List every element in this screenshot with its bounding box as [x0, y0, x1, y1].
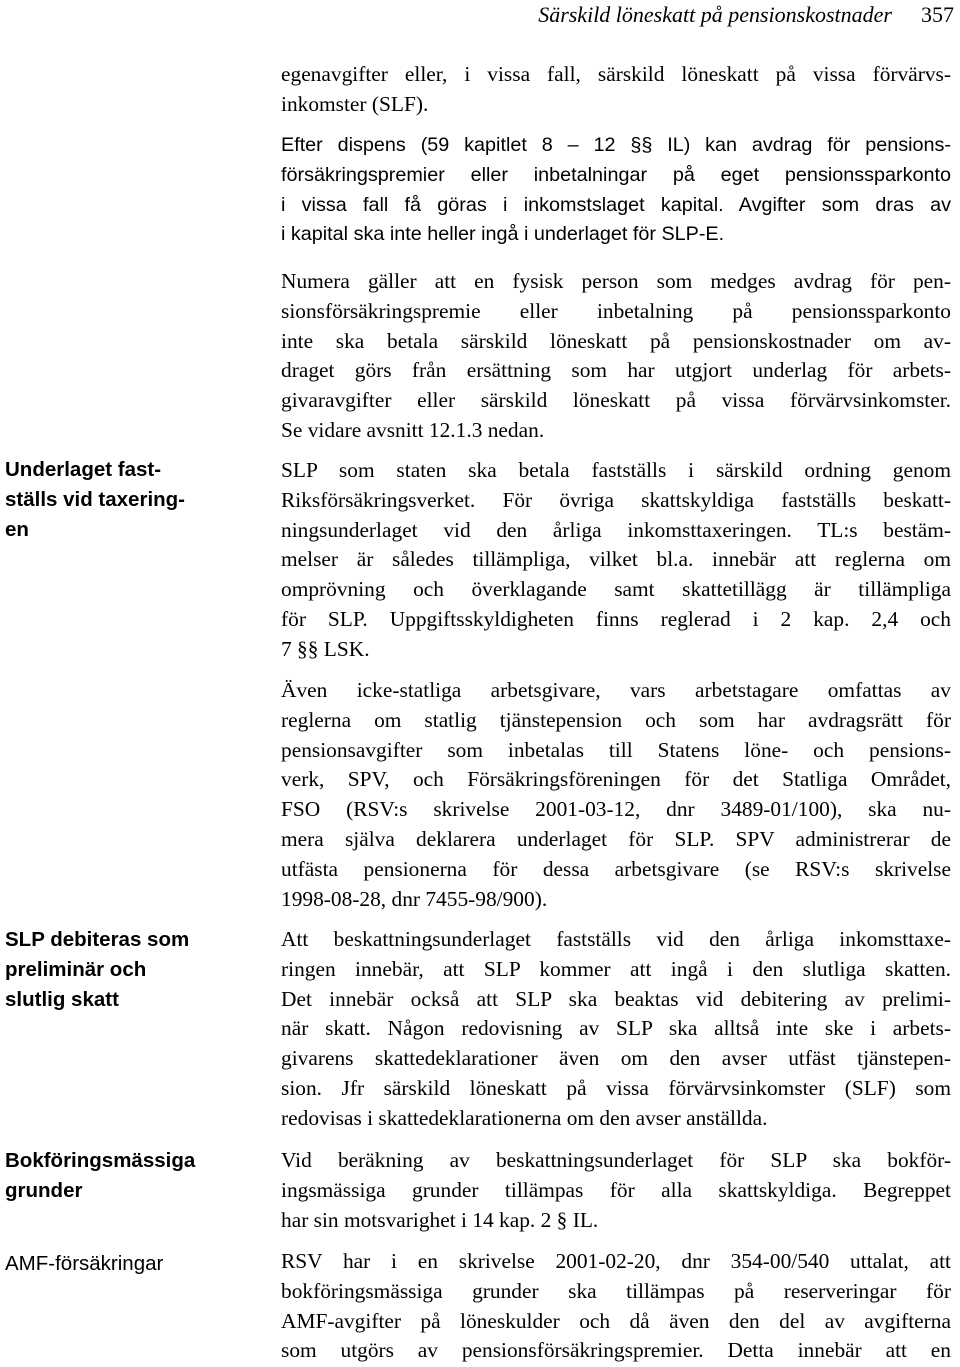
text-line: Efter dispens (59 kapitlet 8 – 12 §§ IL) kan avdrag för pensions- — [281, 134, 951, 156]
text-line: givaravgifter eller särskild löneskatt på vissa förvärvsinkomster. — [281, 388, 951, 413]
text-line: i kapital ska inte heller ingå i underlaget för SLP-E. — [281, 223, 725, 246]
text-line: Vid beräkning av beskattningsunderlaget för SLP ska bokför- — [281, 1148, 951, 1172]
paragraph-2 — [281, 131, 951, 250]
paragraph-6 — [281, 925, 951, 1134]
margin-note-line: slutlig skatt — [5, 988, 119, 1011]
text-line: Även icke-statliga arbetsgivare, vars arbetstagare omfattas av — [281, 678, 951, 702]
text-line: som utgörs av pensionsförsäkringspremier. Detta innebär att en — [281, 1338, 951, 1363]
margin-note-line: en — [5, 518, 29, 541]
margin-note-line: preliminär och — [5, 958, 147, 981]
text-line: ingsmässiga grunder tillämpas för alla skattskyldiga. Begreppet — [281, 1177, 951, 1202]
page-header — [0, 0, 960, 34]
page-number: 357 — [921, 2, 954, 27]
margin-note-line: Underlaget fast- — [5, 458, 162, 481]
text-line: Att beskattningsunderlaget fastställs vid den årliga inkomsttaxe- — [281, 927, 951, 951]
text-line: melser är således tillämpliga, vilket bl.a. innebär att reglerna om — [281, 547, 951, 572]
margin-note-underlaget — [5, 455, 227, 545]
text-line: draget görs från ersättning som har utgjort underlag för arbets- — [281, 358, 951, 383]
text-line: sion. Jfr särskild löneskatt på vissa förvärvsinkomster (SLF) som — [281, 1075, 951, 1100]
text-line: redovisas i skattedeklarationerna om den avser anställda. — [281, 1105, 768, 1130]
margin-note-slp-debiteras — [5, 925, 227, 1015]
margin-note-line: SLP debiteras som — [5, 928, 190, 951]
text-line: ringen innebär, att SLP kommer att ingå i den slutliga skatten. — [281, 956, 951, 981]
margin-note-bokforingsmassiga — [5, 1146, 227, 1206]
text-line: AMF-avgifter på löneskulder och då även den del av avgifterna — [281, 1308, 951, 1333]
text-line: RSV har i en skrivelse 2001-02-20, dnr 354-00/540 uttalat, att — [281, 1249, 951, 1273]
text-line: när skatt. Någon redovisning av SLP ska alltså inte ske i arbets- — [281, 1016, 951, 1041]
text-line: Riksförsäkringsverket. För övriga skattskyldiga fastställs beskatt- — [281, 487, 951, 512]
text-line: 1998-08-28, dnr 7455-98/900). — [281, 886, 548, 911]
text-line: reglerna om statlig tjänstepension och som har avdragsrätt för — [281, 707, 951, 732]
margin-note-line: Bokföringsmässiga — [5, 1149, 196, 1172]
margin-note-line: grunder — [5, 1179, 83, 1202]
text-line: bokföringsmässiga grunder ska tillämpas på reserveringar för — [281, 1278, 951, 1303]
text-line: Det innebär också att SLP ska beaktas vid debitering av prelimi- — [281, 986, 951, 1011]
paragraph-3 — [281, 267, 951, 446]
text-line: inte ska betala särskild löneskatt på pensionskostnader om av- — [281, 328, 951, 353]
text-line: i vissa fall få göras i inkomstslaget kapital. Avgifter som dras av — [281, 193, 951, 216]
text-line: sionsförsäkringspremie eller inbetalning på pensionssparkonto — [281, 298, 951, 323]
text-line: FSO (RSV:s skrivelse 2001-03-12, dnr 3489-01/100), ska nu- — [281, 797, 951, 822]
margin-note-amf — [5, 1249, 227, 1279]
text-line: Numera gäller att en fysisk person som medges avdrag för pen- — [281, 269, 951, 293]
paragraph-5 — [281, 676, 951, 914]
text-line: pensionsavgifter som inbetalas till Statens löne- och pensions- — [281, 737, 951, 762]
text-line: SLP som staten ska betala fastställs i särskild ordning genom — [281, 458, 951, 482]
text-line: försäkringspremier eller inbetalningar på eget pensionssparkonto — [281, 163, 951, 186]
text-line: har sin motsvarighet i 14 kap. 2 § IL. — [281, 1207, 599, 1232]
text-line: ningsunderlaget vid den årliga inkomsttaxeringen. TL:s bestäm- — [281, 517, 951, 542]
running-header-title: Särskild löneskatt på pensionskostnader — [538, 2, 892, 27]
paragraph-4 — [281, 456, 951, 665]
margin-note-line: ställs vid taxering- — [5, 488, 186, 511]
text-line: givarens skattedeklarationer även om den avser utfäst tjänstepen- — [281, 1046, 951, 1071]
paragraph-8 — [281, 1247, 951, 1366]
text-line: inkomster (SLF). — [281, 91, 429, 116]
paragraph-1 — [281, 60, 951, 120]
text-line: omprövning och överklagande samt skattetillägg är tillämpliga — [281, 577, 951, 602]
margin-note-line: AMF-försäkringar — [5, 1252, 164, 1275]
text-line: egenavgifter eller, i vissa fall, särskild löneskatt på vissa förvärvs- — [281, 62, 951, 86]
text-line: mera själva deklarera underlaget för SLP. SPV administrerar de — [281, 826, 951, 851]
text-line: verk, SPV, och Försäkringsföreningen för det Statliga Området, — [281, 767, 951, 792]
text-line: för SLP. Uppgiftsskyldigheten finns reglerad i 2 kap. 2,4 och — [281, 606, 951, 631]
text-line: Se vidare avsnitt 12.1.3 nedan. — [281, 417, 545, 442]
text-line: 7 §§ LSK. — [281, 636, 370, 661]
paragraph-7 — [281, 1146, 951, 1235]
text-line: utfästa pensionerna för dessa arbetsgivare (se RSV:s skrivelse — [281, 856, 951, 881]
